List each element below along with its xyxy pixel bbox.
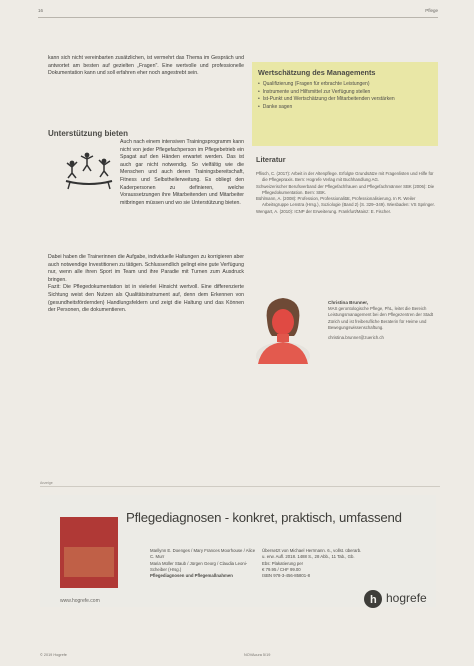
author-name: Christina Brunner,	[328, 300, 369, 305]
hogrefe-wordmark: hogrefe	[386, 591, 427, 605]
svg-text:h: h	[370, 594, 377, 606]
author-bio: MAS gerontologische Pflege, PhL, leitet die Bereich Leistungsmanagement bei den Pflegezentren der Stadt Zürich und ist freiberufliche Beraterin für Heime und Bewegungswissenschaftung.	[328, 306, 434, 330]
left-column-intro	[48, 55, 244, 78]
author-email[interactable]: christina.brunner@zuerich.ch	[328, 335, 384, 341]
author-bio-block	[328, 300, 440, 341]
literature-item: Schweizerischer Berufsverband der Pflegefachfrauen und Pflegefachmänner SBK (2006): Die Pflegedokumentation. Bern: SBK.	[256, 183, 435, 195]
ad-authors: Marilynn E. Doenges / Mary Frances Moorhouse / Alice C. Murr	[150, 548, 256, 560]
management-item: • Qualifizierung (Fragen für erbrachte Leistungen)	[258, 81, 434, 89]
page-number: 16	[38, 8, 44, 13]
ad-label: Anzeige	[40, 481, 53, 485]
management-item: • Ist-Punkt und Wertschätzung der Mitarbeitenden verstärken	[258, 96, 434, 104]
section-label: Pflege	[425, 8, 438, 13]
support-paragraph-2: Dabei haben die Trainerinnen die Aufgabe, individuelle Haltungen zu korrigieren aber auch notwendige Investitionen zu tätigen. Schlussendlich gelingt eine gute Verfügung nur, wenn alle ihren Sport im Team und ihre Paradie mit Turnen zum Ausdruck bringen.	[48, 254, 244, 283]
ad-price: € 79.95 / CHF 99.00	[262, 566, 301, 572]
ad-column-2	[262, 548, 366, 579]
ad-editors: Maria Müller Staub / Jürgen Georg / Claudia Leoni-Scheiber (Hrsg.)	[150, 560, 248, 572]
ad-url[interactable]: www.hogrefe.com	[60, 598, 100, 604]
literature-list	[256, 171, 440, 215]
header-rule	[38, 17, 438, 18]
book-cover-image	[64, 547, 114, 577]
literature-item: Pflisch, C. (2017): Arbeit in der Altenpflege. Erfolgte Grundsätze mit Fragenlisten und Hilfe für die Pflegepraxis. Bern: Hogrefe Verlag mit Buchhandlung AG.	[256, 171, 434, 182]
ad-edition-info: Übersetzt von Michael Herrmann. 6., vollst. überarb. u. erw. Aufl. 2018. 1488 S., 28 Abb., 11 Tab., Gb.	[262, 548, 362, 560]
support-paragraph-3: Fazit: Die Pflegedokumentation ist in vielerlei Hinsicht wertvoll. Eine differenzierte Sichtung weist den Nutzen als Qualitätsinstrument auf, denn dem Erkennen von (gesundheitsfördernden) Handlungsfeldern und zeigt die Haltung und das Können der Personen, die dokumentieren.	[48, 284, 244, 314]
gymnastics-illustration	[62, 151, 116, 191]
intro-paragraph: kann sich nicht vereinbarten zusätzlichen, ist vermehrt das Thema im Gespräch und antwortet am besten auf gezielten „Fragen". Eine wertvolle und professionelle Dokumentation kann und soll erfahren eher noch angestrebt sein.	[48, 55, 244, 77]
ad-extra: Ebs: Plakatierung per	[262, 560, 304, 566]
ad-rule	[40, 486, 440, 487]
support-paragraph-1: Auch nach einem intensiven Trainingsprogramm kann nicht von jeder Pflegefachperson im Pflegebetrieb ein Spagat auf den Händen erwartet werden. Das ist auch gar nicht notwendig. So vielfältig wie die Menschen und auch deren Trainingsbereitschaft, Fitness und Selbstheilerweitung. Es obliegt den Kaderpersonen zu definieren, welche Voraussetzungen ihre Mitarbeitenden und Mitarbeiter mitbringen müssen und wo sie Unterstützung bieten.	[120, 139, 244, 206]
section-title: Unterstützung bieten	[48, 129, 128, 138]
footer-issue: NOVAcura 5/19	[244, 653, 271, 657]
ad-book-title: Pflegediagnosen und Pflegemaßnahmen	[150, 573, 233, 579]
ad-isbn: ISBN 978-3-456-85801-8	[262, 573, 311, 579]
literature-item: Wengart, A. (2010): ICNP der Erweiterung. Frankfurt/Mainz: E. Fischer.	[256, 208, 392, 214]
management-item: • Danke sagen	[258, 104, 434, 112]
management-list	[258, 81, 434, 111]
author-photo	[254, 292, 312, 364]
ad-column-1	[150, 548, 258, 579]
literature-title: Literatur	[256, 155, 286, 164]
ad-title: Pflegediagnosen - konkret, praktisch, umfassend	[126, 510, 402, 525]
management-item: • Instrumente und Hilfsmittel zur Verfügung stellen	[258, 89, 434, 97]
literature-item: Bühlmann, A. (2008): Profession, Professionalität, Professionalisierung. In R. Weiler Arbeitsgruppe Lenstra (Hrsg.), Soziologie (Band 2) (S. 329–349). Wiesbaden: VS Springer.	[256, 196, 435, 207]
support-paragraphs	[48, 254, 244, 315]
footer-copyright: © 2019 Hogrefe	[40, 653, 67, 657]
book-cover	[60, 517, 118, 588]
management-title: Wertschätzung des Managements	[258, 68, 376, 77]
p1-lead	[120, 139, 244, 207]
